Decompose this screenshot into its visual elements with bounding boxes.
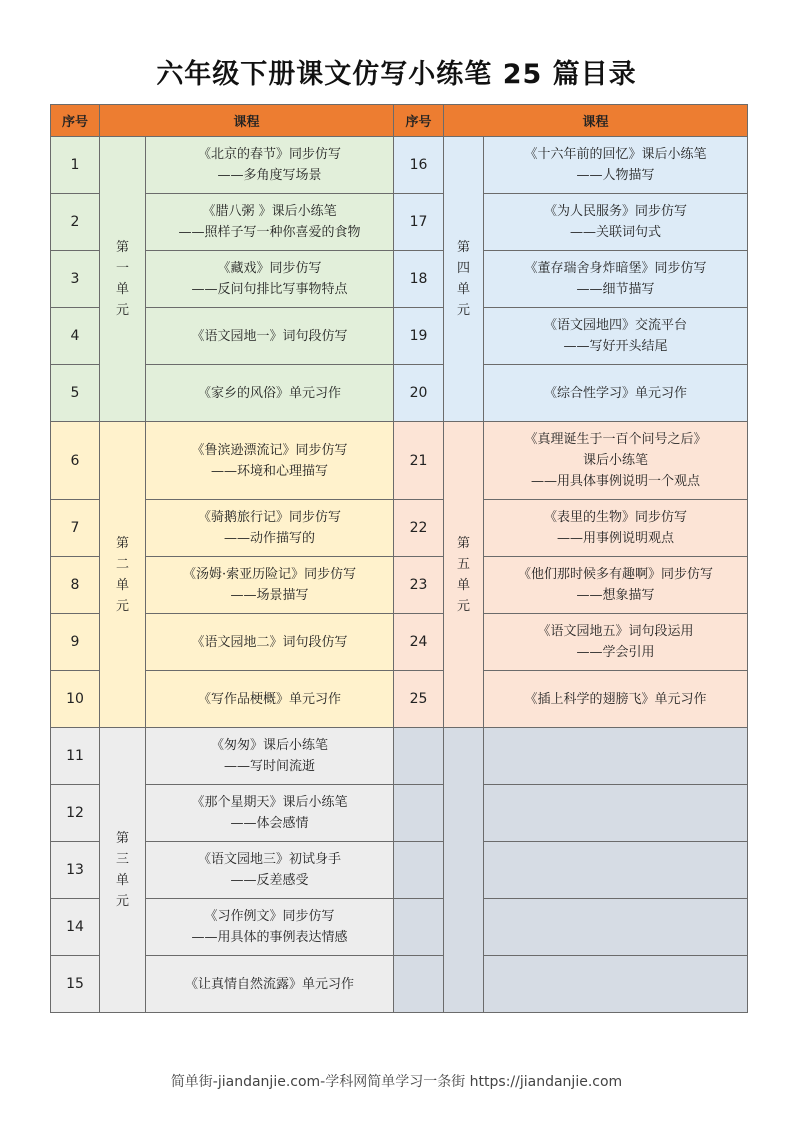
lesson-title: 《匆匆》课后小练笔 ——写时间流逝 bbox=[146, 728, 394, 785]
table-row bbox=[51, 137, 748, 194]
lesson-number: 15 bbox=[51, 956, 100, 1013]
lesson-number: 25 bbox=[394, 671, 444, 728]
lesson-number: 3 bbox=[51, 251, 100, 308]
lesson-title: 《综合性学习》单元习作 bbox=[484, 365, 748, 422]
unit-label: 第 二 单 元 bbox=[100, 422, 146, 728]
table-row bbox=[51, 500, 748, 557]
empty-cell bbox=[394, 842, 444, 899]
lesson-number: 10 bbox=[51, 671, 100, 728]
empty-cell bbox=[484, 899, 748, 956]
header-course: 课程 bbox=[100, 105, 394, 137]
lesson-title: 《家乡的风俗》单元习作 bbox=[146, 365, 394, 422]
lesson-number: 4 bbox=[51, 308, 100, 365]
lesson-number: 7 bbox=[51, 500, 100, 557]
lesson-title: 《十六年前的回忆》课后小练笔 ——人物描写 bbox=[484, 137, 748, 194]
lesson-title: 《真理诞生于一百个问号之后》 课后小练笔 ——用具体事例说明一个观点 bbox=[484, 422, 748, 500]
lesson-title: 《汤姆·索亚历险记》同步仿写 ——场景描写 bbox=[146, 557, 394, 614]
lesson-number: 22 bbox=[394, 500, 444, 557]
unit-label: 第 五 单 元 bbox=[444, 422, 484, 728]
page-title: 六年级下册课文仿写小练笔 25 篇目录 bbox=[156, 59, 637, 90]
lesson-title: 《插上科学的翅膀飞》单元习作 bbox=[484, 671, 748, 728]
lesson-title: 《他们那时候多有趣啊》同步仿写 ——想象描写 bbox=[484, 557, 748, 614]
lesson-number: 8 bbox=[51, 557, 100, 614]
lesson-title: 《习作例文》同步仿写 ——用具体的事例表达情感 bbox=[146, 899, 394, 956]
table-row bbox=[51, 614, 748, 671]
lesson-number: 2 bbox=[51, 194, 100, 251]
lesson-title: 《表里的生物》同步仿写 ——用事例说明观点 bbox=[484, 500, 748, 557]
header-course: 课程 bbox=[444, 105, 748, 137]
table-row bbox=[51, 422, 748, 500]
footer-text: 简单街-jiandanjie.com-学科网简单学习一条街 https://jiandanjie.com bbox=[170, 1074, 623, 1090]
empty-cell bbox=[444, 728, 484, 1013]
lesson-title: 《为人民服务》同步仿写 ——关联词句式 bbox=[484, 194, 748, 251]
empty-cell bbox=[484, 956, 748, 1013]
lesson-title: 《北京的春节》同步仿写 ——多角度写场景 bbox=[146, 137, 394, 194]
lesson-title: 《语文园地五》词句段运用 ——学会引用 bbox=[484, 614, 748, 671]
empty-cell bbox=[394, 956, 444, 1013]
lesson-number: 17 bbox=[394, 194, 444, 251]
table-header bbox=[51, 105, 748, 137]
unit-label: 第 四 单 元 bbox=[444, 137, 484, 422]
empty-cell bbox=[394, 728, 444, 785]
lesson-title: 《语文园地三》初试身手 ——反差感受 bbox=[146, 842, 394, 899]
lesson-title: 《语文园地一》词句段仿写 bbox=[146, 308, 394, 365]
lesson-title: 《那个星期天》课后小练笔 ——体会感情 bbox=[146, 785, 394, 842]
empty-cell bbox=[484, 785, 748, 842]
lesson-number: 16 bbox=[394, 137, 444, 194]
lesson-number: 24 bbox=[394, 614, 444, 671]
table-row bbox=[51, 251, 748, 308]
lesson-number: 11 bbox=[51, 728, 100, 785]
table-row bbox=[51, 308, 748, 365]
table-row bbox=[51, 194, 748, 251]
table-row bbox=[51, 671, 748, 728]
unit-label: 第 一 单 元 bbox=[100, 137, 146, 422]
header-seq: 序号 bbox=[394, 105, 444, 137]
table-row bbox=[51, 899, 748, 956]
table-row bbox=[51, 728, 748, 785]
lesson-number: 18 bbox=[394, 251, 444, 308]
lesson-number: 6 bbox=[51, 422, 100, 500]
lesson-title: 《腊八粥 》课后小练笔 ——照样子写一种你喜爱的食物 bbox=[146, 194, 394, 251]
empty-cell bbox=[394, 899, 444, 956]
empty-cell bbox=[394, 785, 444, 842]
table-row bbox=[51, 785, 748, 842]
lesson-title: 《藏戏》同步仿写 ——反问句排比写事物特点 bbox=[146, 251, 394, 308]
table-row bbox=[51, 557, 748, 614]
lesson-number: 23 bbox=[394, 557, 444, 614]
lesson-number: 1 bbox=[51, 137, 100, 194]
lesson-number: 14 bbox=[51, 899, 100, 956]
lesson-number: 5 bbox=[51, 365, 100, 422]
lesson-number: 21 bbox=[394, 422, 444, 500]
lesson-number: 13 bbox=[51, 842, 100, 899]
unit-label: 第 三 单 元 bbox=[100, 728, 146, 1013]
lesson-title: 《让真情自然流露》单元习作 bbox=[146, 956, 394, 1013]
lesson-title: 《写作品梗概》单元习作 bbox=[146, 671, 394, 728]
course-table bbox=[50, 104, 748, 1013]
lesson-number: 12 bbox=[51, 785, 100, 842]
lesson-title: 《董存瑞舍身炸暗堡》同步仿写 ——细节描写 bbox=[484, 251, 748, 308]
lesson-title: 《语文园地四》交流平台 ——写好开头结尾 bbox=[484, 308, 748, 365]
table-row bbox=[51, 956, 748, 1013]
lesson-title: 《骑鹅旅行记》同步仿写 ——动作描写的 bbox=[146, 500, 394, 557]
lesson-number: 19 bbox=[394, 308, 444, 365]
lesson-number: 20 bbox=[394, 365, 444, 422]
table-row bbox=[51, 365, 748, 422]
lesson-title: 《鲁滨逊漂流记》同步仿写 ——环境和心理描写 bbox=[146, 422, 394, 500]
header-seq: 序号 bbox=[51, 105, 100, 137]
empty-cell bbox=[484, 728, 748, 785]
lesson-title: 《语文园地二》词句段仿写 bbox=[146, 614, 394, 671]
empty-cell bbox=[484, 842, 748, 899]
lesson-number: 9 bbox=[51, 614, 100, 671]
table-row bbox=[51, 842, 748, 899]
